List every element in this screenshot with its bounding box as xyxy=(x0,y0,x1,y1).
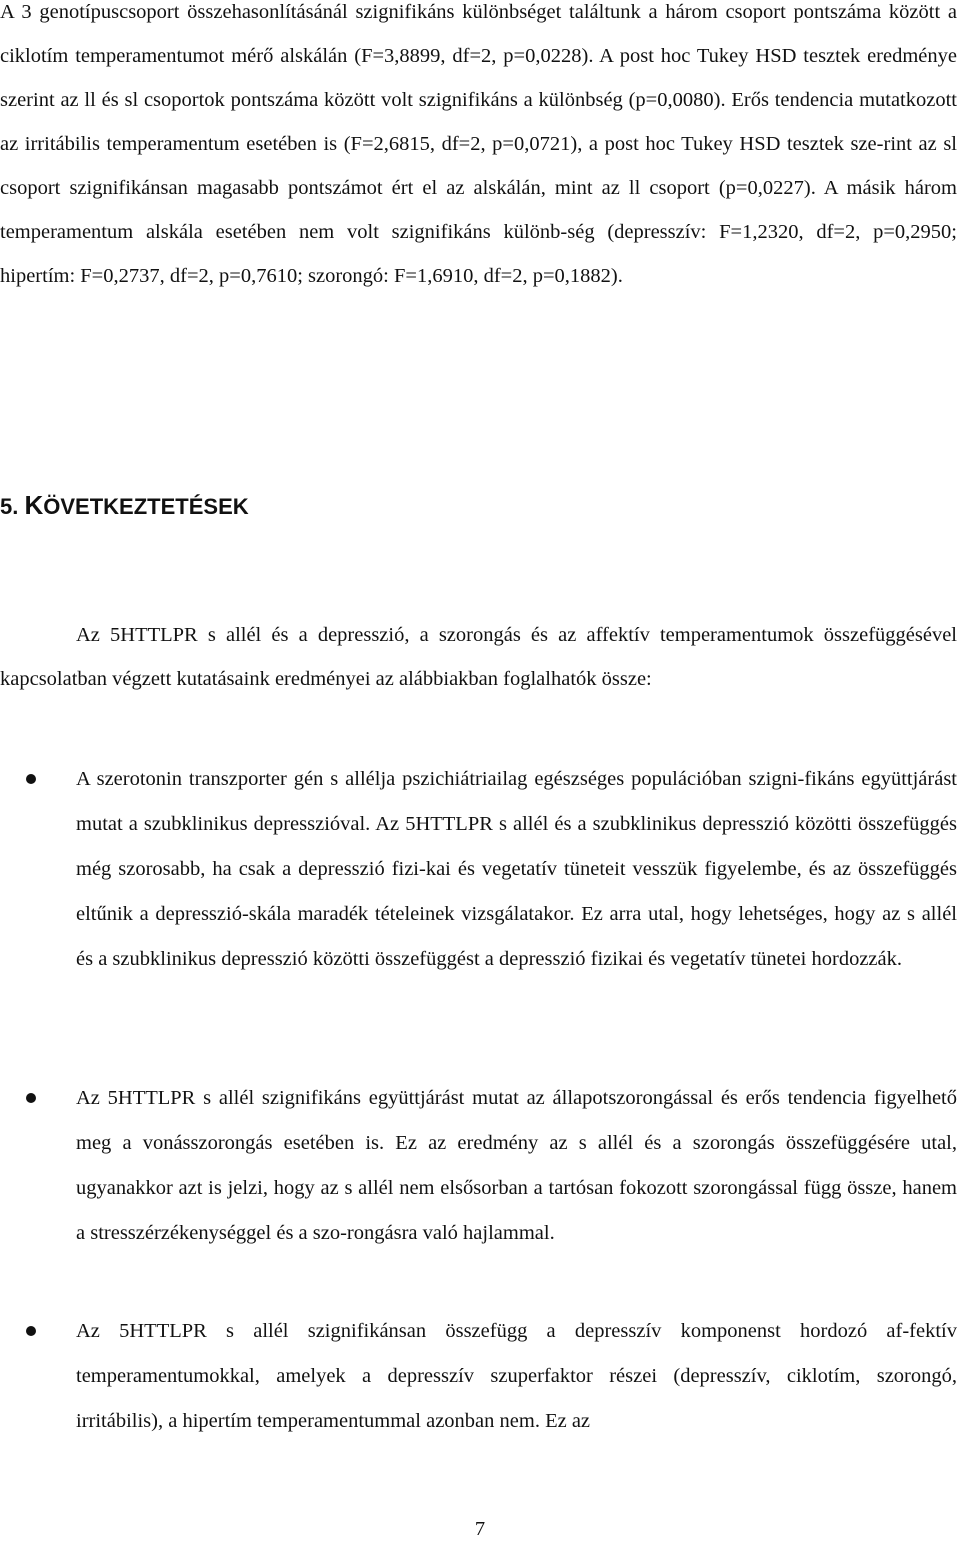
section-heading xyxy=(0,490,249,521)
intro-paragraph xyxy=(0,613,957,701)
section-title-lead: K xyxy=(24,490,44,520)
section-title-rest: ÖVETKEZTETÉSEK xyxy=(43,494,249,519)
bullet-icon xyxy=(26,1326,36,1336)
bullet-icon xyxy=(26,1093,36,1103)
results-paragraph: A 3 genotípuscsoport összehasonlításánál szignifikáns különbséget találtunk a három csoport pontszáma között a ciklotím temperamentumot mérő alskálán (F=3,8899, df=2, p=0,0228). A post hoc Tukey HSD tesztek eredménye szerint az ll és sl csoportok pontszáma között volt szignifikáns a különbség (p=0,0080). Erős tendencia mutatkozott az irritábilis temperamentum esetében is (F=2,6815, df=2, p=0,0721), a post hoc Tukey HSD tesztek sze-rint az sl csoport szignifikánsan magasabb pontszámot ért el az alskálán, mint az ll csoport (p=0,0227). A másik három temperamentum alskála esetében nem volt szignifikáns különb-ség (depresszív: F=1,2320, df=2, p=0,2950; hipertím: F=0,2737, df=2, p=0,7610; szorongó: F=1,6910, df=2, p=0,1882). xyxy=(0,1,957,287)
list-item-text: A szerotonin transzporter gén s allélja pszichiátriailag egészséges populációban szigni-fikáns együttjárást mutat a szubklinikus depresszióval. Az 5HTTLPR s allél és a szubklinikus depresszió közötti összefüggés még szorosabb, ha csak a depresszió fizi-kai és vegetatív tüneteit vesszük figyelembe, és az összefüggés eltűnik a depresszió-skála maradék tételeinek vizsgálatakor. Ez arra utal, hogy lehetséges, hogy az s allél és a szubklinikus depresszió közötti összefüggést a depresszió fizikai és vegetatív tünetei hordozzák. xyxy=(76,768,957,970)
page-number: 7 xyxy=(474,1518,486,1540)
list-item-text: Az 5HTTLPR s allél szignifikáns együttjárást mutat az állapotszorongással és erős tendencia figyelhető meg a vonásszorongás esetében is. Ez az eredmény az s allél és a szorongás összefüggésére utal, ugyanakkor azt is jelzi, hogy az s allél nem elsősorban a tartósan fokozott szorongással függ össze, hanem a stresszérzékenységgel és a szo-rongásra való hajlammal. xyxy=(76,1087,957,1244)
list-item-text: Az 5HTTLPR s allél szignifikánsan összefügg a depresszív komponenst hordozó af-fektív temperamentumokkal, amelyek a depresszív szuperfaktor részei (depresszív, ciklotím, szorongó, irritábilis), a hipertím temperamentummal azonban nem. Ez az xyxy=(76,1320,957,1432)
section-number: 5. xyxy=(0,494,19,519)
intro-paragraph-text: Az 5HTTLPR s allél és a depresszió, a szorongás és az affektív temperamentumok összefüggésével kapcsolatban végzett kutatásaink eredményei az alábbiakban foglalhatók össze: xyxy=(0,624,957,690)
bullet-icon xyxy=(26,774,36,784)
